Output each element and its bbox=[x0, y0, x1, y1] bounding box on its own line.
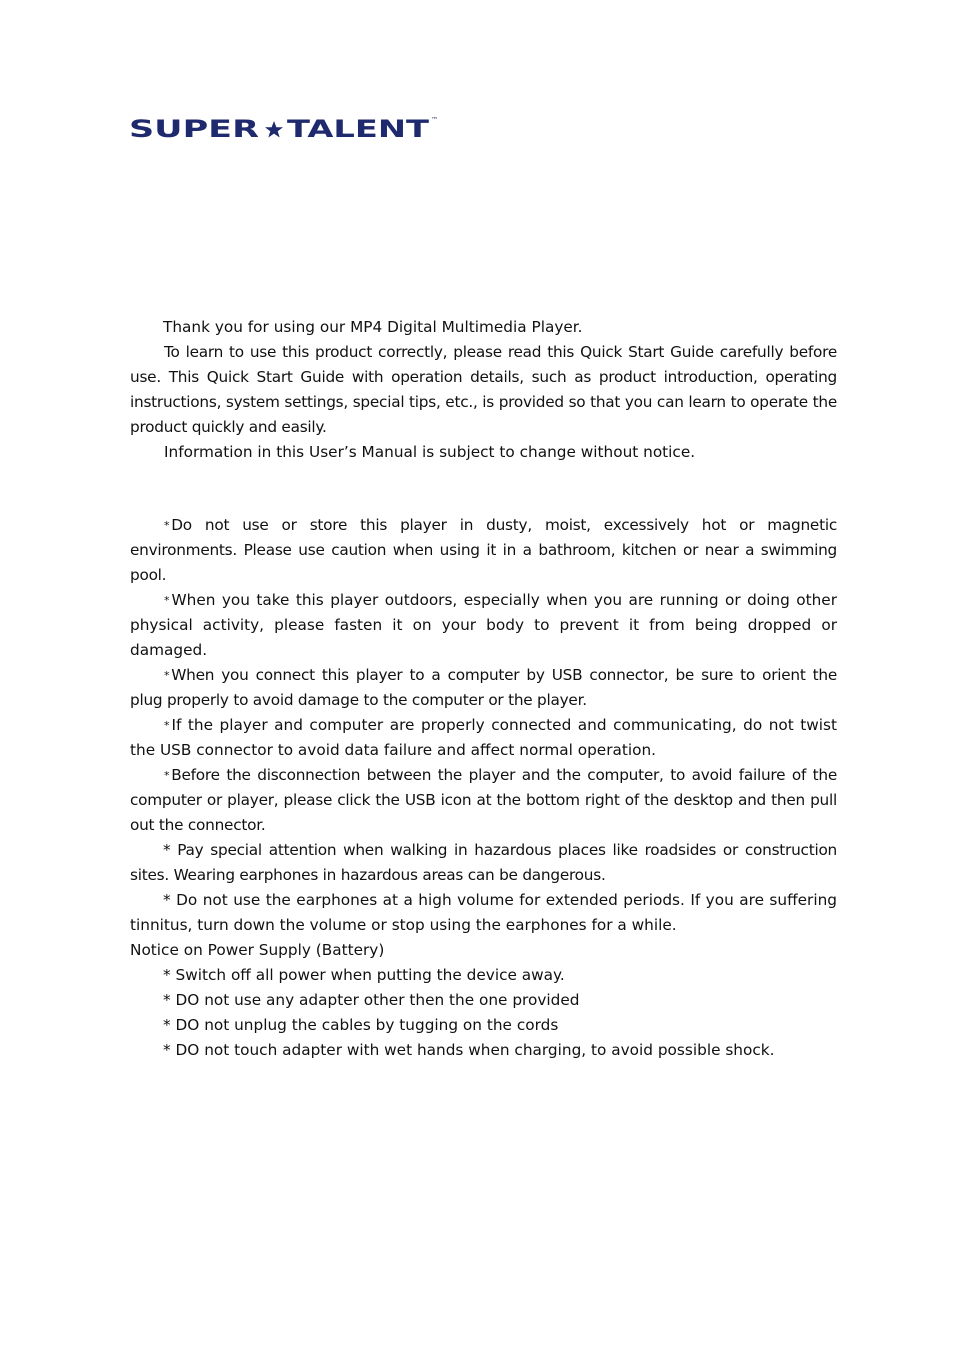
precaution-item bbox=[130, 763, 837, 838]
precaution-text: Before the disconnection between the player and the computer, to avoid failure of the computer or player, please click the USB icon at the bottom right of the desktop and then pull out the connector. bbox=[130, 766, 837, 834]
power-notice-heading: Notice on Power Supply (Battery) bbox=[130, 941, 385, 959]
logo-star-icon bbox=[265, 121, 283, 138]
intro-thanks: Thank you for using our MP4 Digital Multimedia Player. bbox=[163, 318, 583, 336]
bullet-asterisk: * bbox=[164, 669, 170, 682]
intro-guide: To learn to use this product correctly, please read this Quick Start Guide carefully before use. This Quick Start Guide with operation details, such as product introduction, operating instructions, system settings, special tips, etc., is provided so that you can learn to operate the product quickly and easily. bbox=[130, 343, 837, 436]
precaution-text: When you take this player outdoors, especially when you are running or doing other physical activity, please fasten it on your body to prevent it from being dropped or damaged. bbox=[130, 591, 837, 659]
power-notice-item: * DO not touch adapter with wet hands when charging, to avoid possible shock. bbox=[163, 1041, 775, 1059]
bullet-asterisk: * bbox=[164, 594, 170, 607]
bullet-asterisk: * bbox=[164, 519, 170, 532]
power-notice-item: * DO not use any adapter other then the one provided bbox=[163, 991, 580, 1009]
precaution-text: If the player and computer are properly connected and communicating, do not twist the USB connector to avoid data failure and affect normal operation. bbox=[130, 716, 837, 759]
precaution-text: When you connect this player to a computer by USB connector, be sure to orient the plug properly to avoid damage to the computer or the player. bbox=[130, 666, 837, 709]
power-notice-item: * Switch off all power when putting the device away. bbox=[163, 966, 565, 984]
section-spacer bbox=[130, 465, 837, 513]
precaution-text: Do not use or store this player in dusty, moist, excessively hot or magnetic environments. Please use caution when using it in a bathroom, kitchen or near a swimming pool. bbox=[130, 516, 837, 584]
precaution-item bbox=[130, 588, 837, 663]
safety-item: * Do not use the earphones at a high volume for extended periods. If you are suffering tinnitus, turn down the volume or stop using the earphones for a while. bbox=[130, 891, 837, 934]
trademark-symbol: ™ bbox=[431, 116, 438, 124]
precaution-item bbox=[130, 713, 837, 763]
super-talent-logo bbox=[129, 112, 441, 142]
intro-notice: Information in this User’s Manual is subject to change without notice. bbox=[164, 443, 696, 461]
bullet-asterisk: * bbox=[164, 769, 170, 782]
precaution-item bbox=[130, 513, 837, 588]
document-body bbox=[130, 315, 837, 1063]
logo-word-talent: TALENT bbox=[287, 115, 430, 142]
precaution-item bbox=[130, 663, 837, 713]
power-notice-item: * DO not unplug the cables by tugging on the cords bbox=[163, 1016, 559, 1034]
brand-logo bbox=[129, 112, 441, 142]
safety-item: * Pay special attention when walking in hazardous places like roadsides or construction sites. Wearing earphones in hazardous areas can be dangerous. bbox=[130, 841, 837, 884]
bullet-asterisk: * bbox=[164, 719, 170, 732]
logo-word-super: SUPER bbox=[129, 115, 259, 142]
